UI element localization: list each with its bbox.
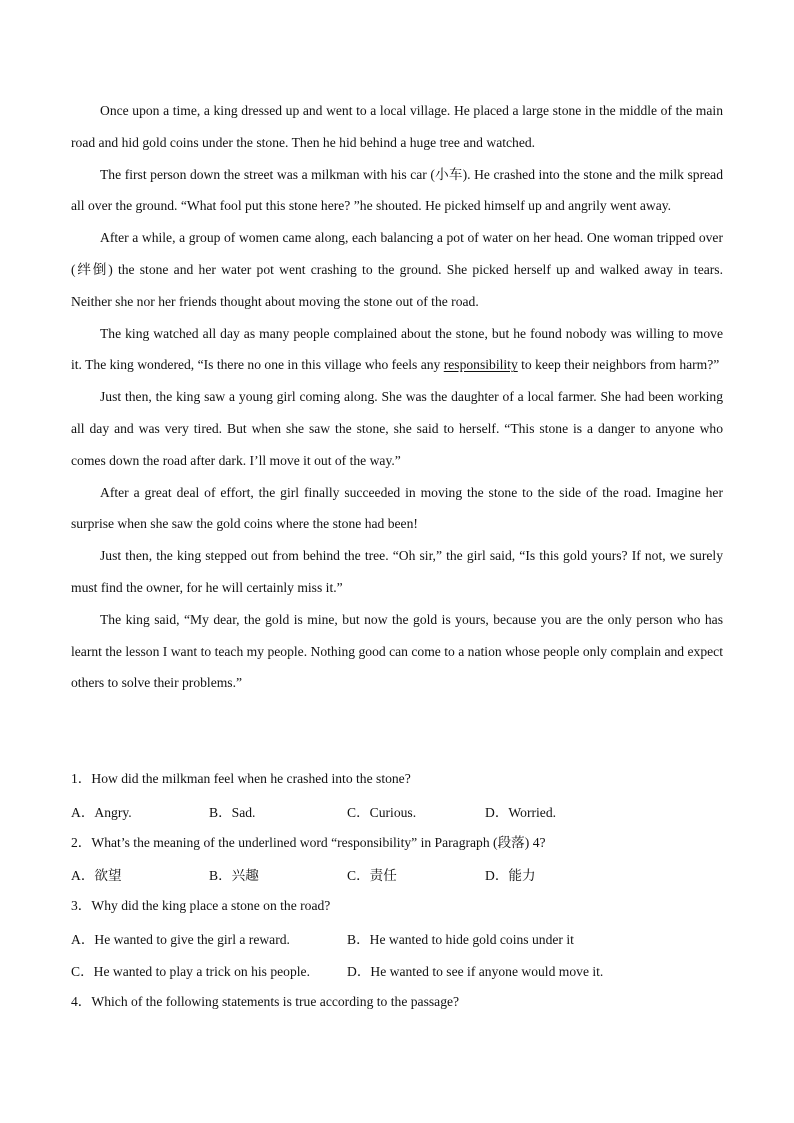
paragraph-7: Just then, the king stepped out from behind the tree. “Oh sir,” the girl said, “Is this gold yours? If not, we surely must find the owner, for he will certainly miss it.” xyxy=(71,548,723,595)
option-b[interactable]: B．He wanted to hide gold coins under it xyxy=(347,931,574,947)
option-c[interactable]: C．Curious. xyxy=(347,804,417,820)
reading-passage xyxy=(71,95,723,699)
paragraph-8: The king said, “My dear, the gold is mine, but now the gold is yours, because you are the only person who has learnt the lesson I want to teach my people. Nothing good can come to a nation whose people only complain and expect others to solve their problems.” xyxy=(71,611,723,691)
option-row xyxy=(71,795,723,827)
option-b[interactable]: B．兴趣 xyxy=(209,868,259,884)
question-1 xyxy=(71,763,723,827)
option-a[interactable]: A．欲望 xyxy=(71,868,122,884)
option-d[interactable]: D．He wanted to see if anyone would move it. xyxy=(347,963,604,979)
question-stem: 4．Which of the following statements is true according to the passage? xyxy=(71,993,460,1009)
option-row xyxy=(71,858,723,890)
paragraph-5: Just then, the king saw a young girl coming along. She was the daughter of a local farmer. She had been working all day and was very tired. But when she saw the stone, she said to herself. “This stone is a danger to anyone who comes down the road after dark. I’ll move it out of the way.” xyxy=(71,389,723,468)
paragraph-4-text-after: to keep their neighbors from harm?” xyxy=(517,357,720,373)
question-stem: 1．How did the milkman feel when he crashed into the stone? xyxy=(71,771,411,786)
option-b[interactable]: B．Sad. xyxy=(209,804,256,820)
question-3 xyxy=(71,890,723,985)
question-list xyxy=(71,763,723,1017)
option-d[interactable]: D．能力 xyxy=(485,868,536,884)
option-c[interactable]: C．责任 xyxy=(347,868,397,884)
underlined-word: responsibility xyxy=(443,357,518,373)
paragraph-6: After a great deal of effort, the girl finally succeeded in moving the stone to the side of the road. Imagine her surprise when she saw the gold coins where the stone had been! xyxy=(71,484,723,532)
option-row xyxy=(71,954,723,986)
question-stem: 3．Why did the king place a stone on the road? xyxy=(71,898,331,914)
option-c[interactable]: C．He wanted to play a trick on his people. xyxy=(71,963,310,979)
option-a[interactable]: A．Angry. xyxy=(71,804,132,820)
paragraph-3: After a while, a group of women came along, each balancing a pot of water on her head. One woman tripped over (绊倒) the stone and her water pot went crashing to the ground. She picked herself up and walked away in tears. Neither she nor her friends thought about moving the stone out of the road. xyxy=(71,230,723,309)
option-d[interactable]: D．Worried. xyxy=(485,804,557,820)
question-2 xyxy=(71,827,723,891)
option-row xyxy=(71,922,723,954)
paragraph-4-text-before: The king watched all day as many people complained about the stone, but he found nobody was willing to move it. The king wondered, “Is there no one in this village who feels any xyxy=(71,325,723,373)
paragraph-1: Once upon a time, a king dressed up and went to a local village. He placed a large stone in the middle of the main road and hid gold coins under the stone. Then he hid behind a huge tree and watched. xyxy=(71,103,723,150)
paragraph-4 xyxy=(71,318,723,382)
option-a[interactable]: A．He wanted to give the girl a reward. xyxy=(71,931,290,947)
question-4 xyxy=(71,986,723,1018)
question-stem: 2．What’s the meaning of the underlined word “responsibility” in Paragraph (段落) 4? xyxy=(71,834,546,850)
paragraph-2: The first person down the street was a milkman with his car (小车). He crashed into the stone and the milk spread all over the ground. “What fool put this stone here? ”he shouted. He picked himself up and angrily went away. xyxy=(71,166,723,214)
